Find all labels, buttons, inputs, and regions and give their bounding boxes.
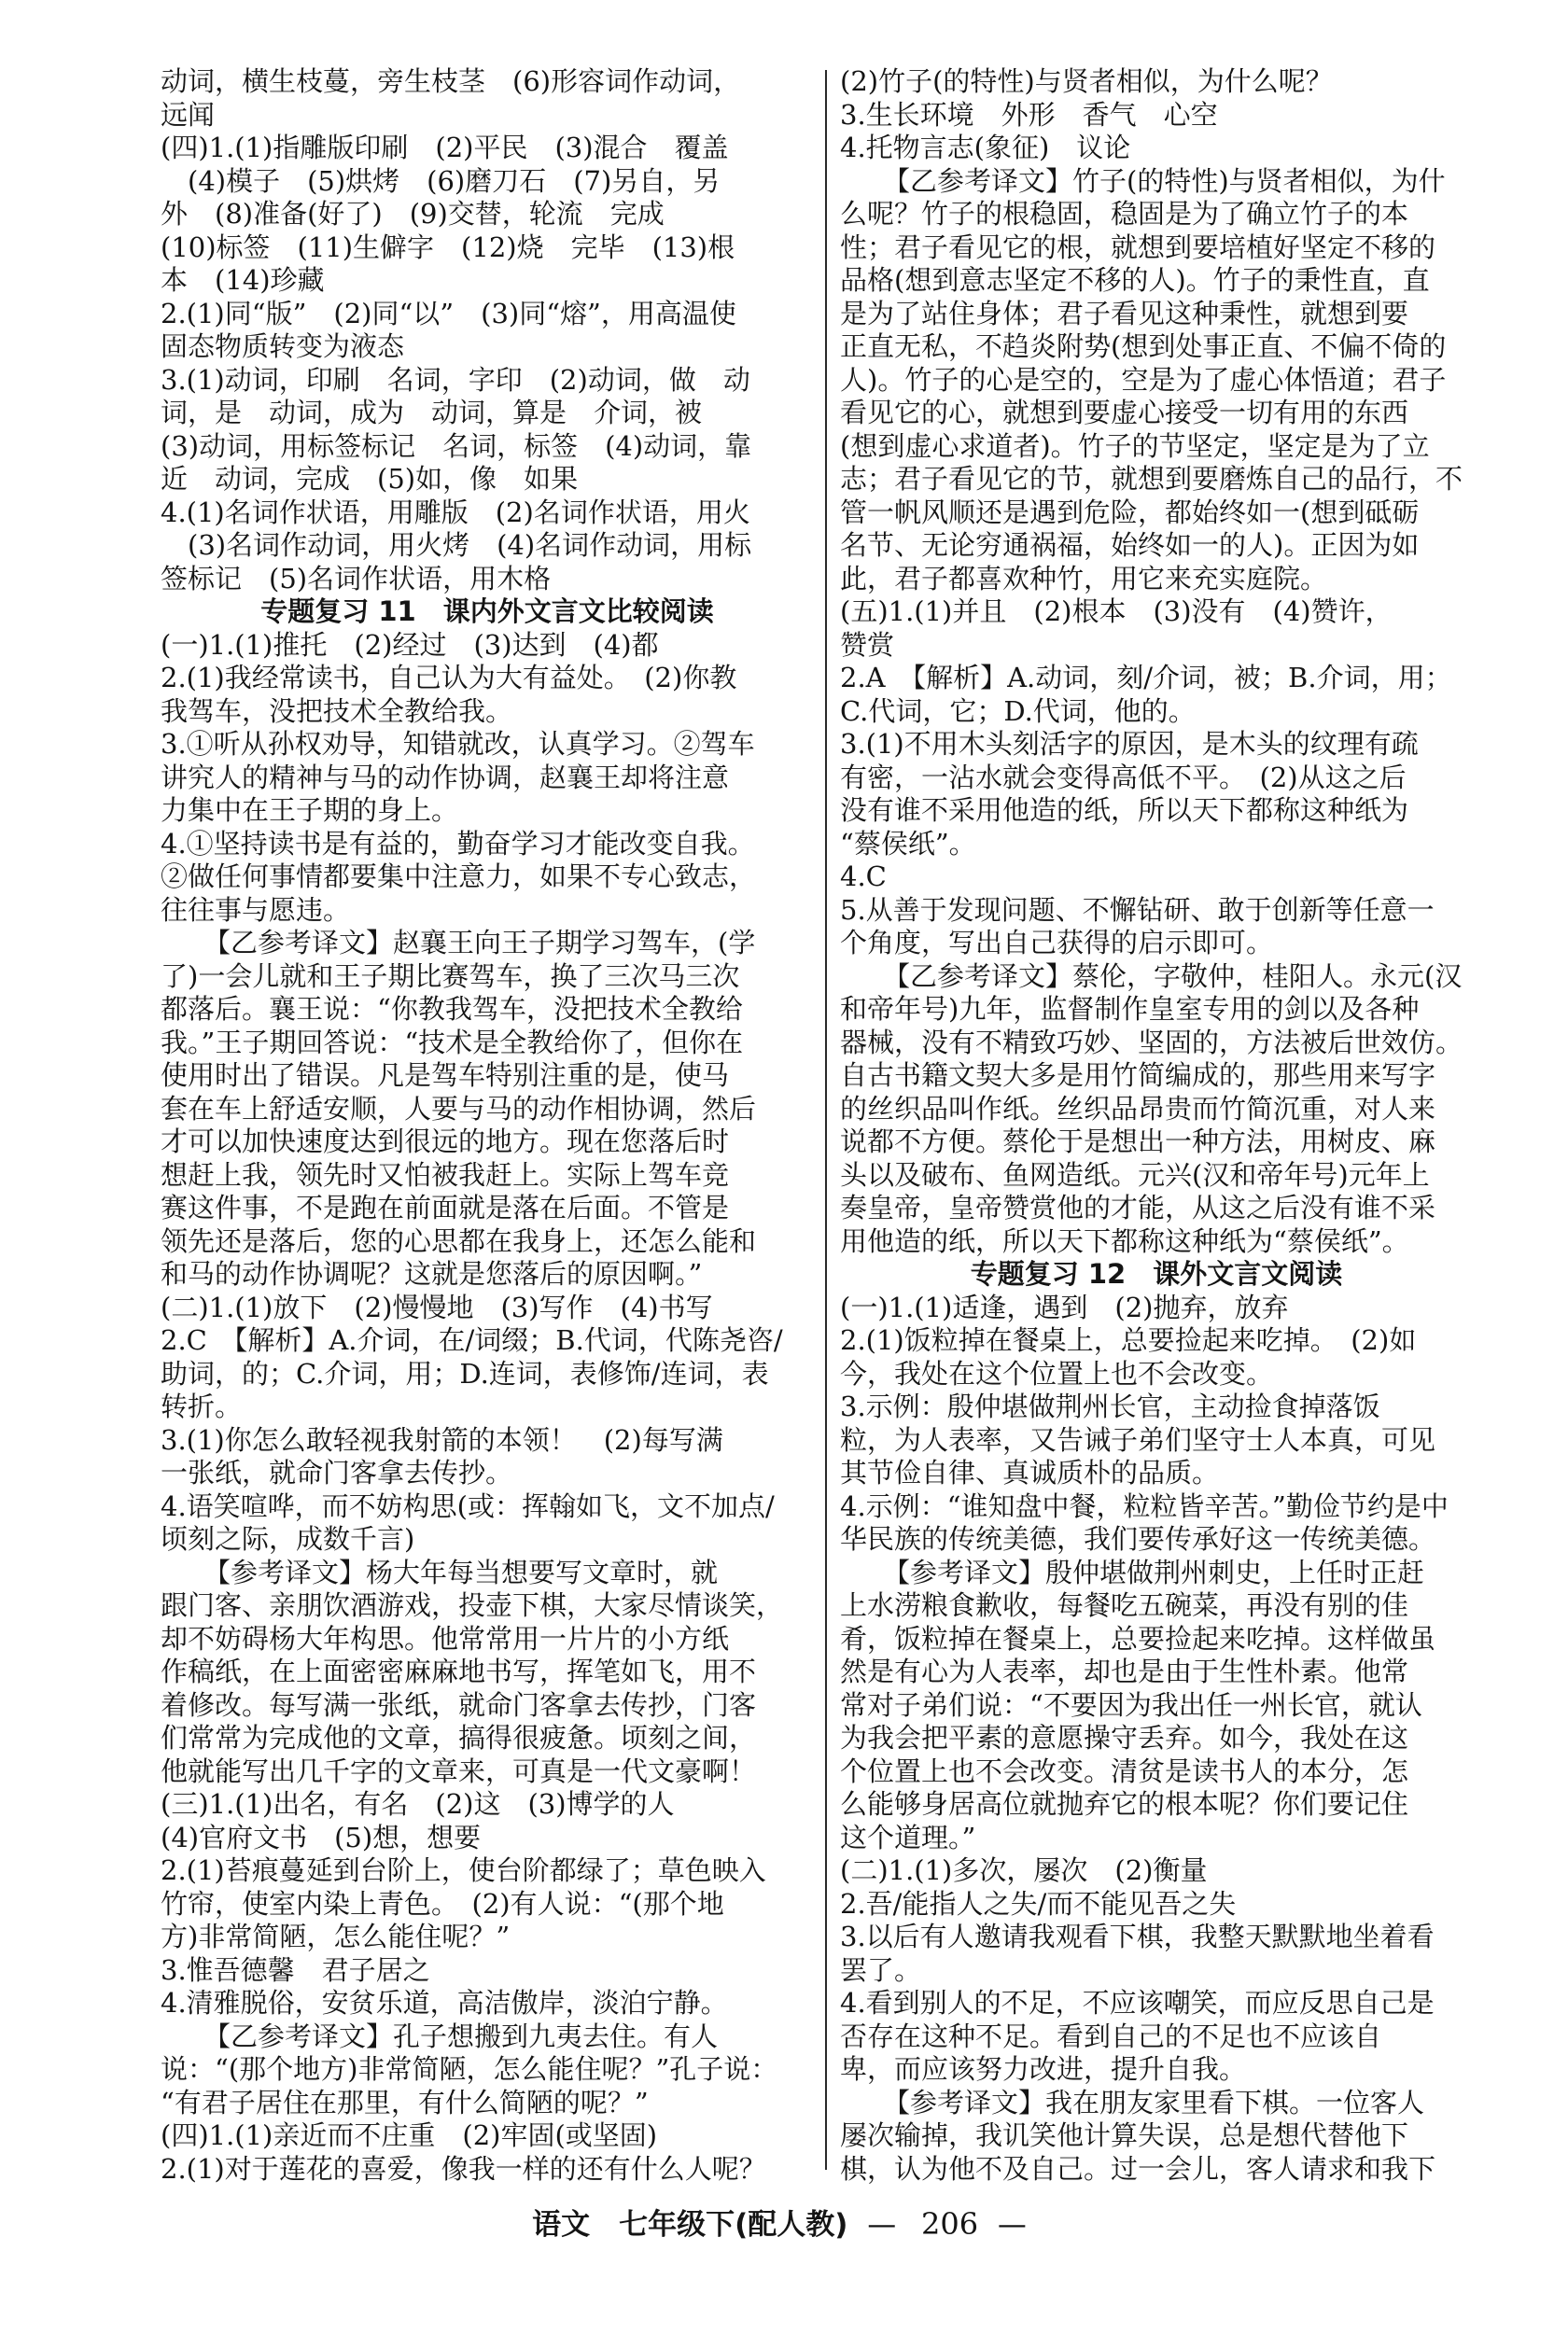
text-line: 3.惟吾德馨 君子居之 [161, 1953, 430, 1986]
text-line: 卑，而应该努力改进，提升自我。 [840, 2053, 1247, 2085]
text-line: 着修改。每写满一张纸，就命门客拿去传抄，门客 [161, 1688, 757, 1721]
text-line: 器械，没有不精致巧妙、坚固的，方法被后世效仿。 [840, 1026, 1463, 1058]
text-line: 头以及破布、鱼网造纸。元兴(汉和帝年号)元年上 [840, 1158, 1430, 1191]
text-line: 3.(1)动词，印刷 名词，字印 (2)动词，做 动 [161, 363, 750, 396]
text-line: “蔡侯纸”。 [840, 827, 976, 860]
text-line: 志；君子看见它的节，就想到要磨炼自己的品行，不 [840, 463, 1463, 495]
text-line: 么能够身居高位就抛弃它的根本呢？你们要记住 [840, 1788, 1409, 1820]
text-line: 一张纸，就命门客拿去传抄。 [161, 1457, 513, 1489]
text-line: 么呢？竹子的根稳固，稳固是为了确立竹子的本 [840, 198, 1409, 230]
text-line: (3)名词作动词，用火烤 (4)名词作动词，用标 [161, 529, 752, 561]
text-line: 方)非常简陋，怎么能住呢？” [161, 1921, 511, 1952]
page-number: 206 [921, 2206, 979, 2242]
text-line: (四)1.(1)指雕版印刷 (2)平民 (3)混合 覆盖 [161, 132, 729, 163]
footer-subject: 语文 七年级下(配人教) [532, 2208, 848, 2242]
text-line: (2)竹子(的特性)与贤者相似，为什么呢？ [840, 65, 1333, 97]
text-line: 了)一会儿就和王子期比赛驾车，换了三次马三次 [161, 959, 740, 992]
text-line: 套在车上舒适安顺，人要与马的动作相协调，然后 [161, 1092, 757, 1125]
text-line: 上水涝粮食歉收，每餐吃五碗菜，再没有别的佳 [840, 1589, 1409, 1621]
text-line: 3.(1)不用木头刻活字的原因，是木头的纹理有疏 [840, 728, 1419, 760]
text-line: 赞赏 [840, 628, 895, 661]
text-line: 个角度，写出自己获得的启示即可。 [840, 927, 1274, 958]
text-line: 2.A 【解析】A.动词，刻/介词，被；B.介词，用； [840, 662, 1452, 693]
text-line: 个位置上也不会改变。清贫是读书人的本分，怎 [840, 1755, 1409, 1787]
column-divider [825, 70, 827, 2170]
text-line: (4)官府文书 (5)想，想要 [161, 1821, 482, 1853]
text-line: (四)1.(1)亲近而不庄重 (2)牢固(或坚固) [161, 2119, 658, 2151]
right-column [840, 65, 1473, 2186]
text-line: 讲究人的精神与马的动作协调，赵襄王却将注意 [161, 761, 730, 793]
footer-dash-left: — [867, 2208, 897, 2242]
text-line: (五)1.(1)并且 (2)根本 (3)没有 (4)赞许， [840, 595, 1393, 627]
text-line: 肴，饭粒掉在餐桌上，总要捡起来吃掉。这样做虽 [840, 1622, 1436, 1655]
text-line: 棋，认为他不及自己。过一会儿，客人请求和我下 [840, 2152, 1436, 2185]
text-line: 今，我处在这个位置上也不会改变。 [840, 1357, 1274, 1390]
text-line: 外 (8)准备(好了) (9)交替，轮流 完成 [161, 198, 665, 230]
text-line: 2.(1)同“版” (2)同“以” (3)同“熔”，用高温使 [161, 297, 736, 329]
text-line: 助词，的；C.介词，用；D.连词，表修饰/连词，表 [161, 1357, 769, 1390]
text-line: 正直无私，不趋炎附势(想到处事正直、不偏不倚的 [840, 330, 1447, 362]
text-line: 屡次输掉，我讥笑他计算失误，总是想代替他下 [840, 2119, 1409, 2151]
text-line: 品格(想到意志坚定不移的人)。竹子的秉性直，直 [840, 264, 1430, 296]
text-line: 固态物质转变为液态 [161, 330, 405, 362]
text-line: 没有谁不采用他造的纸，所以天下都称这种纸为 [840, 794, 1409, 826]
text-line: 为我会把平素的意愿操守丢弃。如今，我处在这 [840, 1722, 1409, 1754]
text-line: (一)1.(1)适逢，遇到 (2)抛弃，放弃 [840, 1291, 1289, 1323]
text-line: 其节俭自律、真诚质朴的品质。 [840, 1457, 1220, 1489]
text-line: 竹帘，使室内染上青色。 (2)有人说：“(那个地 [161, 1887, 724, 1920]
text-line: 的丝织品叫作纸。丝织品昂贵而竹简沉重，对人来 [840, 1092, 1436, 1125]
text-line: 签标记 (5)名词作状语，用木格 [161, 562, 552, 594]
text-line: 2.C 【解析】A.介词，在/词缀；B.代词，代陈尧咨/ [161, 1324, 783, 1356]
text-line: 们常常为完成他的文章，搞得很疲惫。顷刻之间， [161, 1722, 757, 1754]
text-line: 本 (14)珍藏 [161, 264, 325, 296]
text-line: 人)。竹子的心是空的，空是为了虚心体悟道；君子 [840, 363, 1447, 396]
text-line: 5.从善于发现问题、不懈钻研、敢于创新等任意一 [840, 893, 1435, 926]
text-line: 说：“(那个地方)非常简陋，怎么能住呢？”孔子说： [161, 2053, 778, 2085]
text-line: 管一帆风顺还是遇到危险，都始终如一(想到砥砺 [840, 496, 1420, 528]
text-line: 2.(1)苔痕蔓延到台阶上，使台阶都绿了；草色映入 [161, 1854, 766, 1886]
text-line: 【乙参考译文】竹子(的特性)与贤者相似，为什 [883, 164, 1446, 197]
text-line: 4.(1)名词作状语，用雕版 (2)名词作状语，用火 [161, 496, 750, 528]
text-line: 4.清雅脱俗，安贫乐道，高洁傲岸，淡泊宁静。 [161, 1987, 728, 2019]
text-line: (三)1.(1)出名，有名 (2)这 (3)博学的人 [161, 1788, 675, 1820]
text-line: 【参考译文】殷仲堪做荆州刺史，上任时正赶 [883, 1556, 1425, 1588]
text-line: 作稿纸，在上面密密麻麻地书写，挥笔如飞，用不 [161, 1656, 757, 1687]
section-heading: 专题复习 12 课外文言文阅读 [970, 1258, 1343, 1290]
left-column [161, 65, 814, 2186]
text-line: 跟门客、亲朋饮酒游戏，投壶下棋，大家尽情谈笑， [161, 1589, 784, 1621]
text-line: 动词，横生枝蔓，旁生枝茎 (6)形容词作动词， [161, 65, 741, 97]
text-line: 3.(1)你怎么敢轻视我射箭的本领！ (2)每写满 [161, 1423, 723, 1456]
text-line: 3.生长环境 外形 香气 心空 [840, 98, 1218, 131]
text-line: 和马的动作协调呢？这就是您落后的原因啊。” [161, 1258, 703, 1290]
text-line: 【参考译文】我在朋友家里看下棋。一位客人 [883, 2086, 1425, 2118]
text-line: 转折。 [161, 1391, 243, 1422]
text-line: 性；君子看见它的根，就想到要培植好坚定不移的 [840, 231, 1436, 263]
text-line: 4.C [840, 860, 887, 892]
page-footer [0, 2201, 1568, 2243]
text-line: 3.①听从孙权劝导，知错就改，认真学习。②驾车 [161, 728, 755, 760]
text-line: 是为了站住身体；君子看见这种秉性，就想到要 [840, 297, 1409, 329]
text-line: (想到虚心求道者)。竹子的节坚定，坚定是为了立 [840, 429, 1430, 462]
text-line: 华民族的传统美德，我们要传承好这一传统美德。 [840, 1523, 1436, 1555]
text-line: 赛这件事，不是跑在前面就是落在后面。不管是 [161, 1192, 730, 1223]
text-line: 才可以加快速度达到很远的地方。现在您落后时 [161, 1126, 730, 1157]
text-line: ②做任何事情都要集中注意力，如果不专心致志， [161, 860, 757, 892]
text-line: (一)1.(1)推托 (2)经过 (3)达到 (4)都 [161, 628, 659, 661]
text-line: 他就能写出几千字的文章来，可真是一代文豪啊！ [161, 1755, 757, 1787]
text-line: 自古书籍文契大多是用竹简编成的，那些用来写字 [840, 1059, 1436, 1091]
text-line: 此，君子都喜欢种竹，用它来充实庭院。 [840, 562, 1328, 594]
text-line: 看见它的心，就想到要虚心接受一切有用的东西 [840, 397, 1409, 428]
text-line: 粒，为人表率，又告诫子弟们坚守士人本真，可见 [840, 1423, 1436, 1456]
text-line: 说都不方便。蔡伦于是想出一种方法，用树皮、麻 [840, 1126, 1436, 1157]
text-line: 顷刻之际，成数千言) [161, 1523, 415, 1555]
text-line: 罢了。 [840, 1953, 922, 1986]
text-line: 【参考译文】杨大年每当想要写文章时，就 [203, 1556, 719, 1588]
text-line: 远闻 [161, 98, 216, 131]
text-line: 2.(1)我经常读书，自己认为大有益处。 (2)你教 [161, 662, 737, 693]
text-line: 4.托物言志(象征) 议论 [840, 132, 1131, 163]
text-line: 这个道理。” [840, 1821, 976, 1853]
text-line: 4.看到别人的不足，不应该嘲笑，而应反思自己是 [840, 1987, 1435, 2019]
text-line: “有君子居住在那里，有什么简陋的呢？” [161, 2086, 649, 2118]
text-line: 【乙参考译文】赵襄王向王子期学习驾车，(学 [203, 927, 756, 958]
text-line: 有密，一沾水就会变得高低不平。 (2)从这之后 [840, 761, 1407, 793]
text-line: 4.语笑喧哗，而不妨构思(或：挥翰如飞，文不加点/ [161, 1489, 775, 1522]
text-line: 我。”王子期回答说：“技术是全教给你了，但你在 [161, 1026, 744, 1058]
text-line: 4.示例：“谁知盘中餐，粒粒皆辛苦。”勤俭节约是中 [840, 1489, 1449, 1522]
text-line: C.代词，它；D.代词，他的。 [840, 694, 1196, 727]
section-heading: 专题复习 11 课内外文言文比较阅读 [260, 595, 714, 627]
text-line: 词，是 动词，成为 动词，算是 介词，被 [161, 397, 703, 428]
text-line: 都落后。襄王说：“你教我驾车，没把技术全教给 [161, 993, 743, 1025]
text-line: 4.①坚持读书是有益的，勤奋学习才能改变自我。 [161, 827, 755, 860]
text-line: (10)标签 (11)生僻字 (12)烧 完毕 (13)根 [161, 231, 735, 263]
text-line: 奏皇帝，皇帝赞赏他的才能，从这之后没有谁不采 [840, 1192, 1436, 1223]
text-line: 然是有心为人表率，却也是由于生性朴素。他常 [840, 1656, 1409, 1687]
text-line: 2.(1)对于莲花的喜爱，像我一样的还有什么人呢？ [161, 2152, 766, 2185]
text-line: 【乙参考译文】蔡伦，字敬仲，桂阳人。永元(汉 [883, 959, 1463, 992]
text-line: 力集中在王子期的身上。 [161, 794, 459, 826]
text-line: 却不妨碍杨大年构思。他常常用一片片的小方纸 [161, 1622, 730, 1655]
text-line: 2.(1)饭粒掉在餐桌上，总要捡起来吃掉。 (2)如 [840, 1324, 1417, 1356]
text-line: 3.以后有人邀请我观看下棋，我整天默默地坐着看 [840, 1921, 1435, 1952]
text-line: 名节、无论穷通祸福，始终如一的人)。正因为如 [840, 529, 1420, 561]
text-line: (二)1.(1)多次，屡次 (2)衡量 [840, 1854, 1208, 1886]
text-line: (二)1.(1)放下 (2)慢慢地 (3)写作 (4)书写 [161, 1291, 713, 1323]
text-line: 领先还是落后，您的心思都在我身上，还怎么能和 [161, 1224, 757, 1257]
text-line: 2.吾/能指人之失/而不能见吾之失 [840, 1887, 1237, 1920]
text-line: 3.示例：殷仲堪做荆州长官，主动捡食掉落饭 [840, 1391, 1380, 1422]
text-line: 想赶上我，领先时又怕被我赶上。实际上驾车竞 [161, 1158, 730, 1191]
footer-dash-right: — [997, 2208, 1027, 2242]
text-line: 近 动词，完成 (5)如，像 如果 [161, 463, 579, 495]
text-line: 常对子弟们说：“不要因为我出任一州长官，就认 [840, 1688, 1422, 1721]
text-line: 否存在这种不足。看到自己的不足也不应该自 [840, 2020, 1382, 2052]
text-line: 使用时出了错误。凡是驾车特别注重的是，使马 [161, 1059, 730, 1091]
text-line: (3)动词，用标签标记 名词，标签 (4)动词，靠 [161, 429, 752, 462]
text-line: 和帝年号)九年，监督制作皇室专用的剑以及各种 [840, 993, 1420, 1025]
text-line: 【乙参考译文】孔子想搬到九夷去住。有人 [203, 2020, 719, 2052]
text-line: 用他造的纸，所以天下都称这种纸为“蔡侯纸”。 [840, 1224, 1409, 1257]
text-line: 往往事与愿违。 [161, 893, 351, 926]
text-line: (4)模子 (5)烘烤 (6)磨刀石 (7)另自，另 [161, 164, 721, 197]
text-line: 我驾车，没把技术全教给我。 [161, 694, 513, 727]
